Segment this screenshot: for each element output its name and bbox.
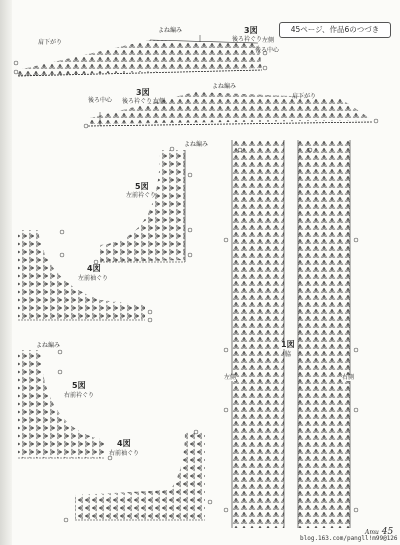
label-left-side: 左側 [224, 374, 237, 381]
label-right-side: 右側 [342, 374, 355, 381]
label-ushiro-center-2: 後ろ中心 [88, 97, 113, 104]
fig5-number-2: 5図 [72, 381, 86, 390]
label-yoribami-4: よね編み [36, 342, 61, 349]
fig4-name-1: 左前袖ぐり [78, 275, 109, 282]
fig3-name-1: 後ろ衿ぐり [232, 36, 263, 43]
fig3-number-1: 3図 [244, 26, 258, 35]
fig4-number-2: 4図 [117, 439, 131, 448]
fig1-name: 脇 [285, 351, 292, 358]
fig3-side-1: 左側 [262, 37, 275, 44]
fig5-number-1: 5図 [135, 182, 149, 191]
label-yoribami-3: よね編み [184, 141, 209, 148]
fig3-side-2: 右側 [153, 98, 166, 105]
label-katasagari-1: 肩下がり [38, 39, 63, 46]
label-yoribami-1: よね編み [158, 27, 183, 34]
magazine-mark: Amu [365, 529, 379, 536]
fig1-right-column [298, 140, 350, 528]
fig4-name-2: 右前袖ぐり [109, 450, 140, 457]
page-header-note: 45ページ、作品6のつづき [279, 22, 391, 38]
label-yoribami-2: よね編み [212, 83, 237, 90]
footer-url: blog.163.com/pangll!m99@126 [300, 535, 398, 542]
fig5-name-1: 左前衿ぐり [126, 192, 157, 199]
fig1-number: 1図 [281, 340, 295, 349]
fig5-right-chart [18, 350, 105, 458]
fig3-name-2: 後ろ衿ぐり [122, 98, 153, 105]
fig3-number-2: 3図 [136, 88, 150, 97]
label-ushiro-center-1: 後ろ中心 [255, 47, 280, 54]
fig1-left-column [232, 140, 284, 528]
label-katasagari-2: 肩下がり [292, 93, 317, 100]
fig5-name-2: 右前衿ぐり [64, 392, 95, 399]
page-number-value: 45 [381, 527, 394, 537]
fig4-number-1: 4図 [87, 264, 101, 273]
fig5-left-chart [100, 150, 185, 262]
